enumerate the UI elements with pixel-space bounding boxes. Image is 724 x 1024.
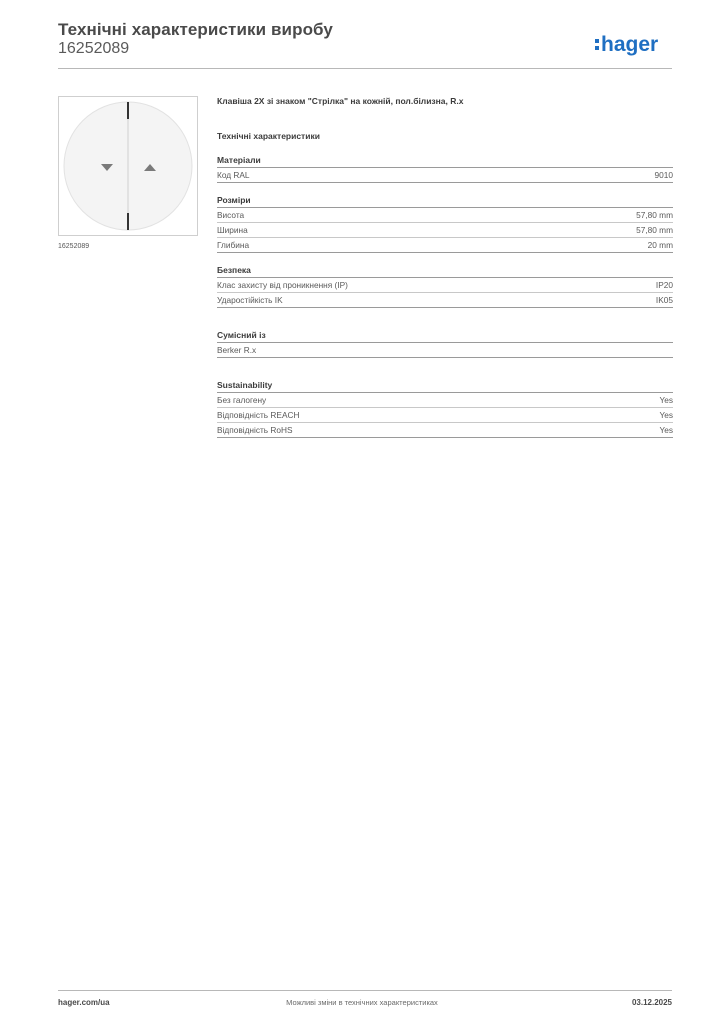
header-divider	[58, 68, 672, 69]
spec-label: Без галогену	[217, 395, 267, 405]
spec-value: 57,80 mm	[636, 210, 673, 220]
footer-divider	[58, 990, 672, 991]
spec-row	[217, 343, 673, 358]
section-dimensions	[217, 195, 673, 253]
product-name: Клавіша 2X зі знаком "Стрілка" на кожній, пол.білизна, R.x	[217, 96, 464, 106]
spec-row	[217, 408, 673, 423]
section-title: Матеріали	[217, 155, 673, 168]
spec-label: Відповідність REACH	[217, 410, 300, 420]
section-title: Сумісний із	[217, 330, 673, 343]
spec-label: Berker R.x	[217, 345, 257, 355]
spec-row	[217, 293, 673, 308]
spec-value: IP20	[655, 280, 673, 290]
section-title: Sustainability	[217, 380, 673, 393]
section-materials	[217, 155, 673, 183]
spec-label: Код RAL	[217, 170, 250, 180]
hager-logo	[593, 30, 673, 58]
section-sustainability	[217, 380, 673, 438]
spec-row	[217, 238, 673, 253]
footer-date: 03.12.2025	[631, 998, 672, 1007]
page-title: Технічні характеристики виробу	[58, 20, 333, 39]
spec-value: 57,80 mm	[636, 225, 673, 235]
spec-heading: Технічні характеристики	[217, 131, 320, 141]
spec-label: Глибина	[217, 240, 250, 250]
spec-label: Ударостійкість IK	[217, 295, 283, 305]
section-compatible	[217, 330, 673, 358]
spec-panel	[217, 96, 673, 438]
rocker-switch-image	[59, 97, 197, 235]
spec-value: Yes	[659, 395, 673, 405]
spec-row	[217, 278, 673, 293]
spec-row	[217, 393, 673, 408]
spec-row	[217, 208, 673, 223]
spec-row	[217, 223, 673, 238]
spec-value: IK05	[655, 295, 673, 305]
footer-website: hager.com/ua	[58, 998, 110, 1007]
section-safety	[217, 265, 673, 308]
image-caption: 16252089	[58, 243, 90, 250]
spec-label: Ширина	[217, 225, 248, 235]
svg-text:hager: hager	[601, 33, 659, 56]
spec-row	[217, 423, 673, 438]
section-title: Безпека	[217, 265, 673, 278]
spec-label: Клас захисту від проникнення (IP)	[217, 280, 348, 290]
section-title: Розміри	[217, 195, 673, 208]
spec-label: Відповідність RoHS	[217, 425, 293, 435]
spec-row	[217, 168, 673, 183]
spec-value: Yes	[659, 425, 673, 435]
spec-value: Yes	[659, 410, 673, 420]
spec-value: 9010	[654, 170, 673, 180]
product-code: 16252089	[58, 40, 130, 57]
footer-note: Можливі зміни в технічних характеристиках	[286, 998, 438, 1007]
spec-value: 20 mm	[647, 240, 673, 250]
spec-label: Висота	[217, 210, 245, 220]
product-image	[58, 96, 198, 236]
